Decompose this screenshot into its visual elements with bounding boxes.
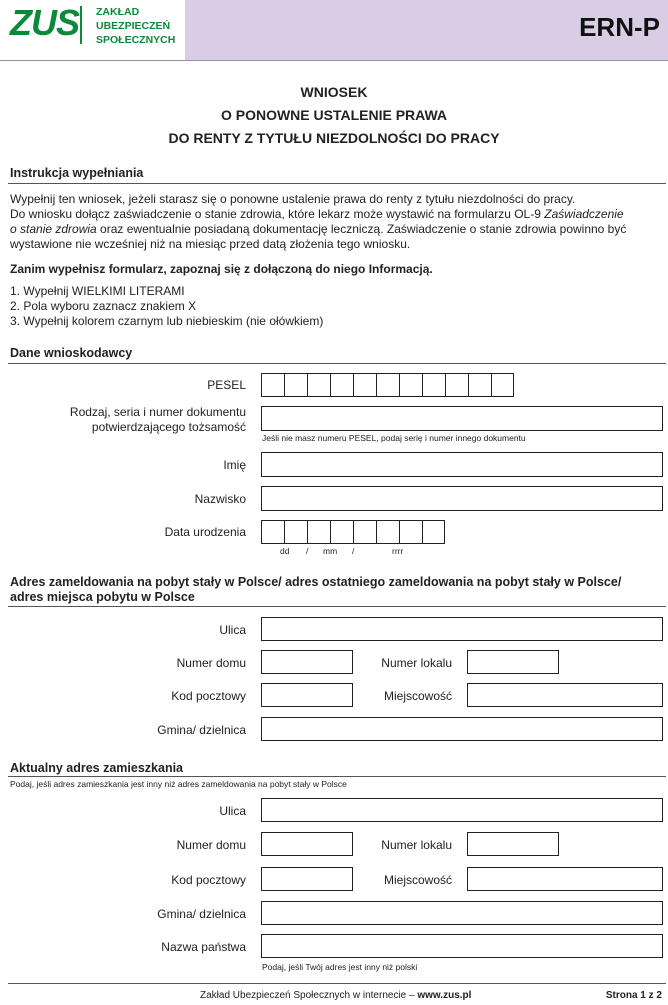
pesel-digit[interactable] (330, 373, 353, 397)
reg-street-label: Ulica (219, 623, 246, 637)
birth-date-label: Data urodzenia (164, 525, 246, 539)
birth-day-digit[interactable] (284, 520, 307, 544)
registered-address-heading (10, 575, 621, 605)
registered-address-heading-2: adres miejsca pobytu w Polsce (10, 590, 195, 604)
reg-district-input[interactable] (261, 717, 663, 741)
cur-flat-label: Numer lokalu (381, 838, 452, 852)
first-name-input[interactable] (261, 452, 663, 477)
instr-line-3b: oraz ewentualnie posiadaną dokumentację leczniczą. Zaświadczenie o stanie zdrowia powinno być (96, 222, 627, 236)
form-code: ERN-P (579, 12, 660, 42)
step-3: 3. Wypełnij kolorem czarnym lub niebieskim (nie ołówkiem) (10, 314, 324, 328)
cur-district-label: Gmina/ dzielnica (157, 907, 246, 921)
logo-line-3: SPOŁECZNYCH (96, 34, 176, 46)
registered-address-heading-1: Adres zameldowania na pobyt stały w Polsce/ adres ostatniego zameldowania na pobyt stały w Polsce/ (10, 575, 622, 589)
cur-city-label: Miejscowość (383, 873, 452, 887)
reg-city-input[interactable] (467, 683, 663, 707)
instr-line-3 (10, 222, 626, 237)
cur-district-input[interactable] (261, 901, 663, 925)
date-format-hint-dd: dd (280, 546, 290, 556)
footer-url[interactable]: www.zus.pl (417, 990, 472, 1001)
identity-document-input[interactable] (261, 406, 663, 431)
logo-line-2: UBEZPIECZEŃ (96, 20, 171, 32)
steps-list (10, 284, 323, 329)
birth-year-digit[interactable] (376, 520, 399, 544)
pesel-digit[interactable] (353, 373, 376, 397)
cur-street-input[interactable] (261, 798, 663, 822)
pesel-digit[interactable] (422, 373, 445, 397)
logo-divider (80, 6, 82, 44)
section-rule (8, 183, 666, 184)
pesel-digit[interactable] (307, 373, 330, 397)
identity-document-label-1: Rodzaj, seria i numer dokumentu (69, 405, 246, 419)
instr-line-3a: o stanie zdrowia (10, 222, 97, 236)
instr-line-4: wystawione nie wcześniej niż na miesiąc przed datą złożenia tego wniosku. (10, 237, 411, 251)
pesel-digit[interactable] (399, 373, 422, 397)
reg-house-label: Numer domu (176, 656, 246, 670)
form-title-line-2: O PONOWNE USTALENIE PRAWA (220, 107, 448, 123)
cur-flat-input[interactable] (467, 832, 559, 856)
identity-document-label-2: potwierdzającego tożsamość (91, 420, 246, 434)
last-name-label: Nazwisko (194, 492, 246, 506)
country-hint: Podaj, jeśli Twój adres jest inny niż polski (262, 962, 418, 972)
cur-postcode-input[interactable] (261, 867, 353, 891)
info-note: Zanim wypełnisz formularz, zapoznaj się z dołączoną do niego Informacją. (10, 262, 433, 276)
date-format-hint-mm: mm (323, 546, 338, 556)
reg-flat-input[interactable] (467, 650, 559, 674)
birth-month-digit[interactable] (330, 520, 353, 544)
last-name-input[interactable] (261, 486, 663, 511)
current-address-heading: Aktualny adres zamieszkania (10, 761, 183, 775)
page-number: Strona 1 z 2 (605, 990, 662, 1001)
cur-street-label: Ulica (219, 804, 246, 818)
footer-label: Zakład Ubezpieczeń Społecznych w internecie – (200, 990, 418, 1001)
birth-date-input[interactable] (261, 520, 445, 544)
pesel-label: PESEL (207, 378, 246, 392)
reg-house-input[interactable] (261, 650, 353, 674)
reg-flat-label: Numer lokalu (381, 656, 452, 670)
instr-line-2 (10, 207, 626, 222)
cur-country-label: Nazwa państwa (161, 940, 246, 954)
first-name-label: Imię (223, 458, 246, 472)
form-title-line-1: WNIOSEK (300, 84, 368, 100)
step-1: 1. Wypełnij WIELKIMI LITERAMI (10, 284, 185, 298)
reg-street-input[interactable] (261, 617, 663, 641)
cur-country-input[interactable] (261, 934, 663, 958)
cur-house-input[interactable] (261, 832, 353, 856)
applicant-heading: Dane wnioskodawcy (10, 346, 133, 360)
section-rule (8, 776, 666, 777)
section-rule (8, 363, 666, 364)
reg-city-label: Miejscowość (383, 689, 452, 703)
current-address-subheading: Podaj, jeśli adres zamieszkania jest inny niż adres zameldowania na pobyt stały w Polsce (10, 779, 347, 789)
date-format-hint-yyyy: rrrr (392, 546, 404, 556)
pesel-input[interactable] (261, 373, 514, 397)
zus-logo-mark: ZUS (10, 2, 79, 43)
footer-text (200, 990, 471, 1001)
date-format-hint-sep: / (306, 546, 309, 556)
pesel-digit[interactable] (491, 373, 514, 397)
zus-logo-text (96, 5, 175, 47)
pesel-digit[interactable] (376, 373, 399, 397)
instructions-text (10, 192, 626, 252)
cur-city-input[interactable] (467, 867, 663, 891)
instr-line-2b: Zaświadczenie (544, 207, 624, 221)
pesel-digit[interactable] (468, 373, 491, 397)
identity-document-hint: Jeśli nie masz numeru PESEL, podaj serię i numer innego dokumentu (262, 433, 526, 443)
birth-year-digit[interactable] (399, 520, 422, 544)
instr-line-1: Wypełnij ten wniosek, jeżeli starasz się o ponowne ustalenie prawa do renty z tytułu niezdolności do pracy. (10, 192, 576, 206)
pesel-digit[interactable] (261, 373, 284, 397)
step-2: 2. Pola wyboru zaznacz znakiem X (10, 299, 197, 313)
reg-postcode-input[interactable] (261, 683, 353, 707)
form-title-line-3: DO RENTY Z TYTUŁU NIEZDOLNOŚCI DO PRACY (168, 130, 500, 146)
pesel-digit[interactable] (445, 373, 468, 397)
identity-document-label (20, 405, 246, 435)
birth-year-digit[interactable] (422, 520, 445, 544)
logo-line-1: ZAKŁAD (96, 6, 140, 18)
instructions-heading: Instrukcja wypełniania (10, 166, 144, 180)
reg-postcode-label: Kod pocztowy (171, 689, 246, 703)
header-divider (0, 60, 668, 61)
birth-day-digit[interactable] (261, 520, 284, 544)
footer-rule (8, 983, 666, 984)
cur-postcode-label: Kod pocztowy (171, 873, 246, 887)
cur-house-label: Numer domu (176, 838, 246, 852)
pesel-digit[interactable] (284, 373, 307, 397)
instr-line-2a: Do wniosku dołącz zaświadczenie o stanie zdrowia, które lekarz może wystawić na formularzu OL-9 (10, 207, 545, 221)
reg-district-label: Gmina/ dzielnica (157, 723, 246, 737)
birth-year-digit[interactable] (353, 520, 376, 544)
section-rule (8, 606, 666, 607)
birth-month-digit[interactable] (307, 520, 330, 544)
date-format-hint-sep: / (352, 546, 355, 556)
